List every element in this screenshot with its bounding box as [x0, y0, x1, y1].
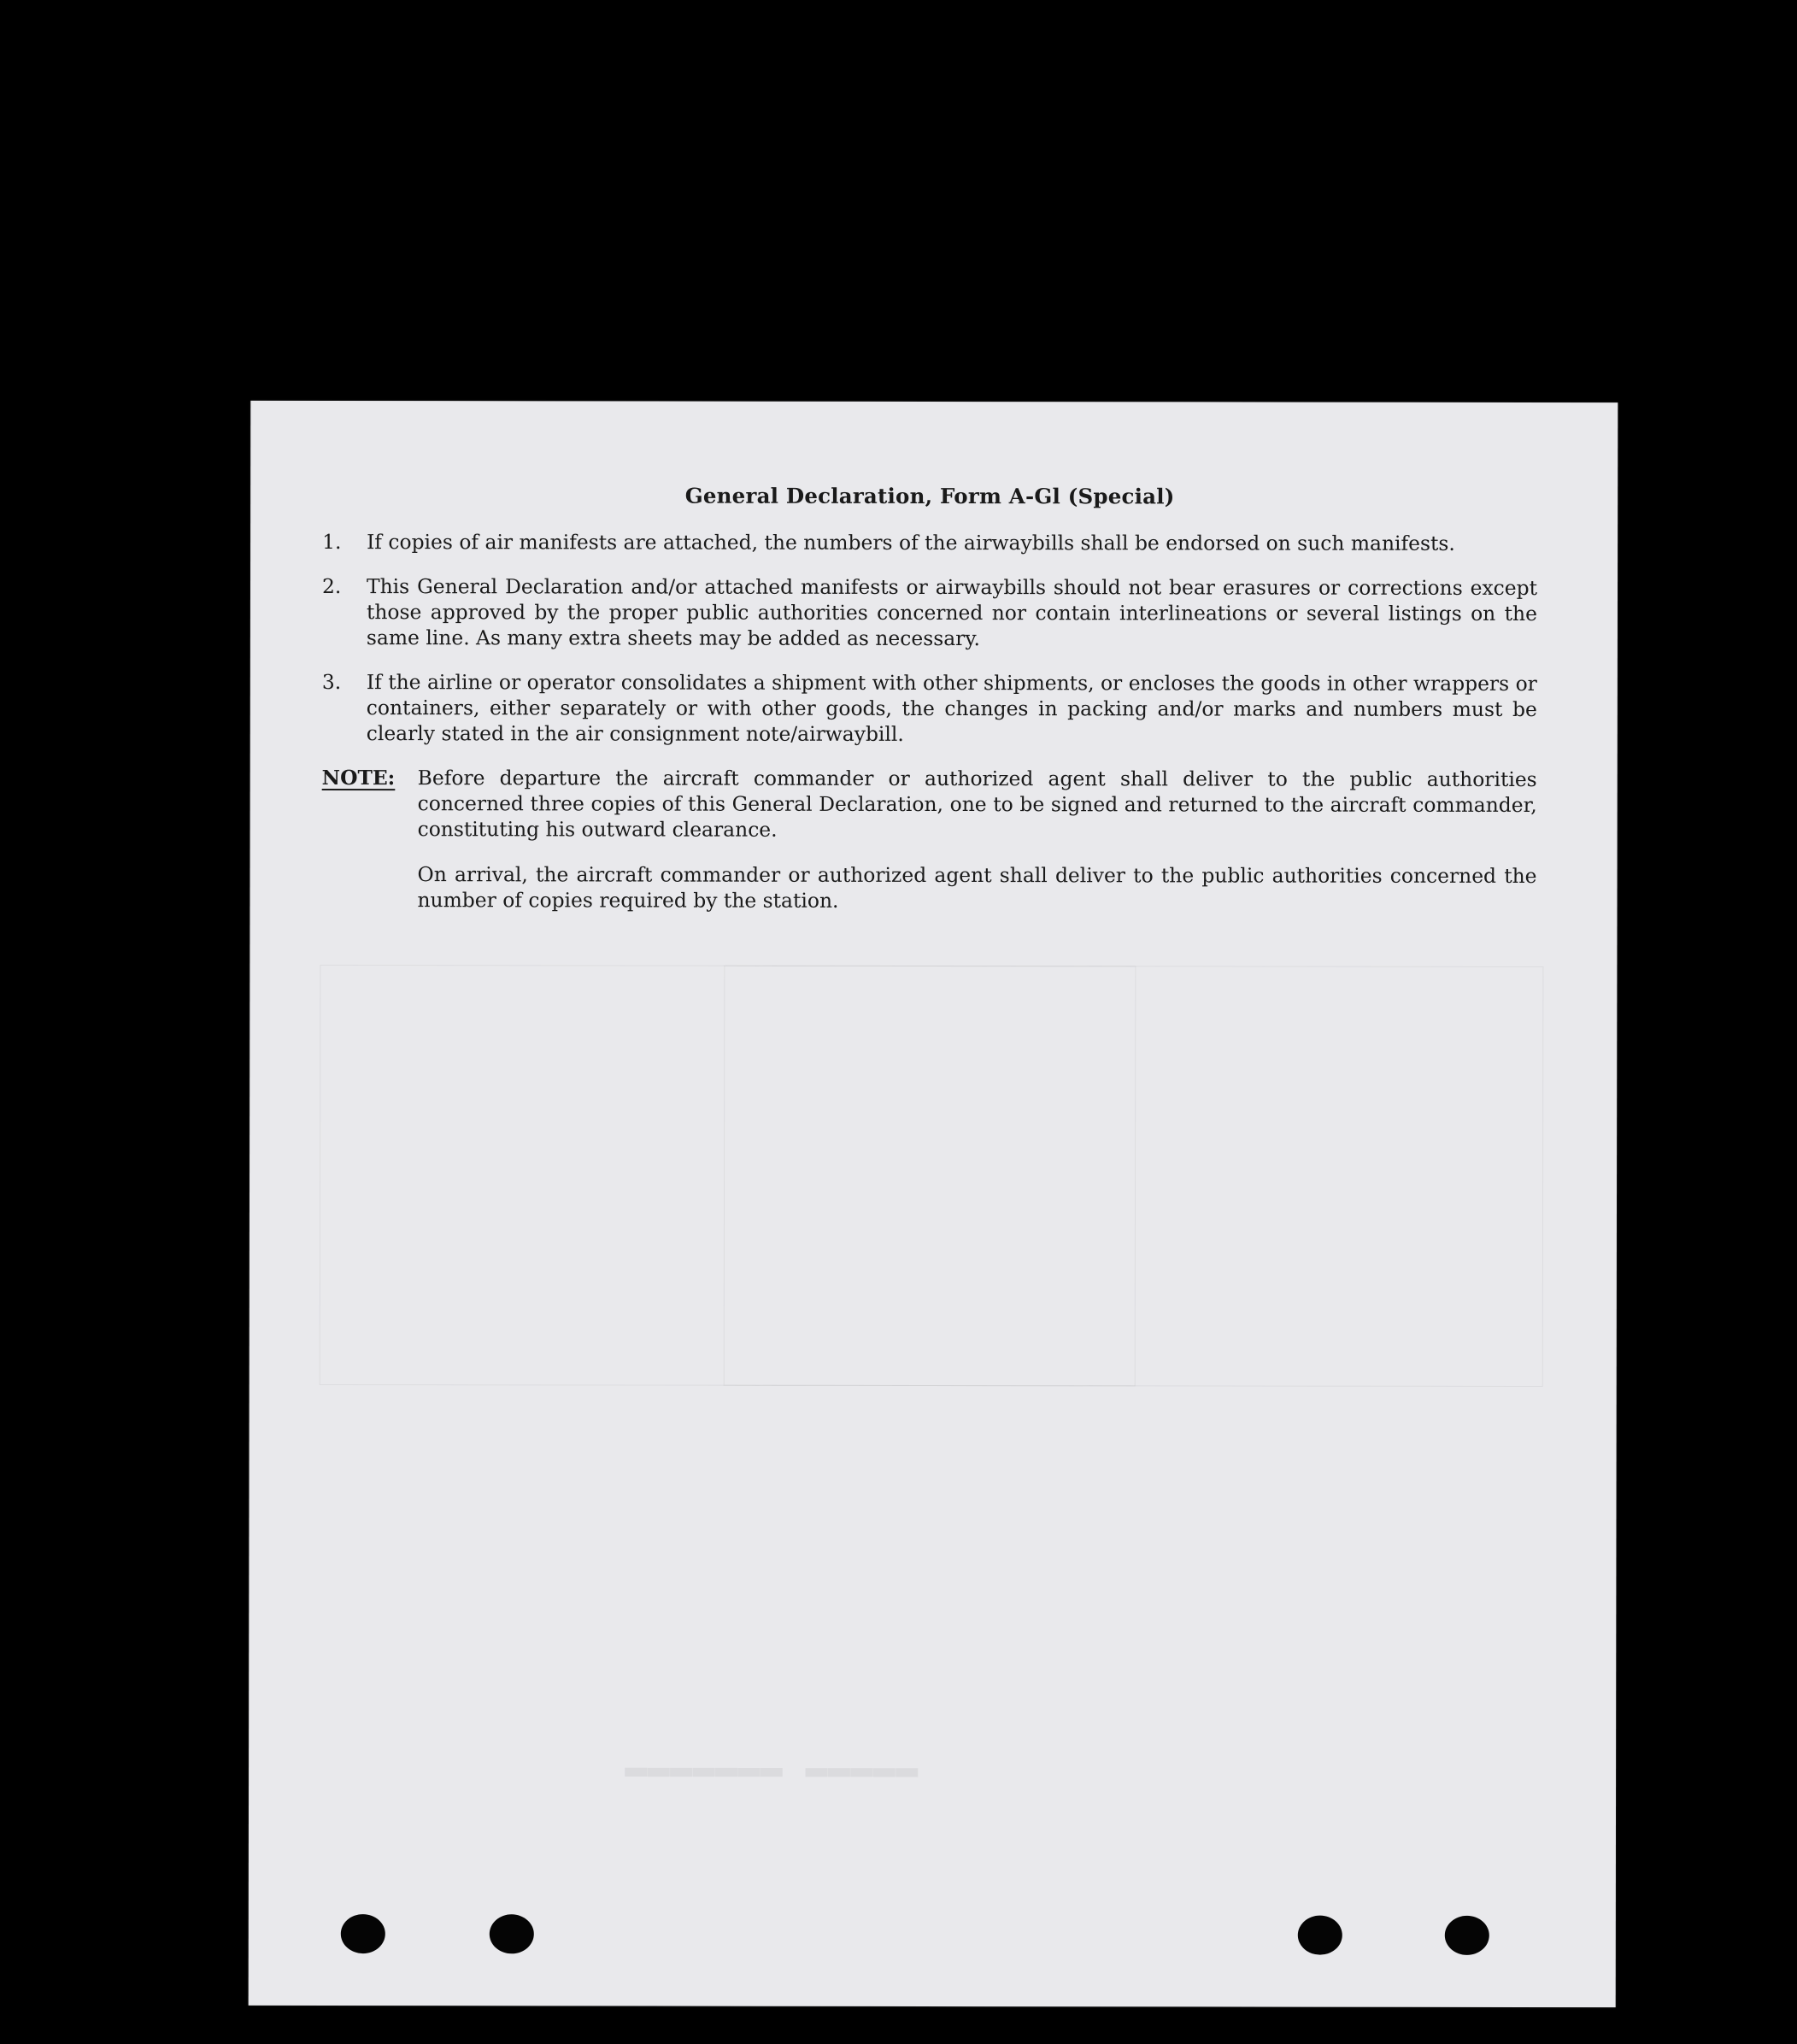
item-text: If the airline or operator consolidates a shipment with other shipments, or encloses the goods in other wrappers or containers, either separately or with other goods, the changes in packing and/or marks and numbers must be clearly stated in the air consignment note/airwaybill.: [366, 670, 1537, 746]
bleed-through-column: [724, 966, 1136, 1387]
note-section: [321, 765, 1536, 934]
note-paragraph-arrival: On arrival, the aircraft commander or authorized agent shall deliver to the public authorities concerned the number of copies required by the station.: [417, 862, 1537, 913]
item-number: 3.: [321, 670, 342, 695]
punch-hole: [1298, 1916, 1342, 1955]
note-body: [417, 765, 1536, 934]
punch-hole: [341, 1914, 385, 1953]
note-label: NOTE:: [321, 766, 396, 790]
instruction-item: [322, 529, 1537, 556]
item-text: If copies of air manifests are attached, the numbers of the airwaybills shall be endorsed on such manifests.: [367, 530, 1455, 555]
document-page: [249, 401, 1618, 2007]
declaration-instructions: [321, 483, 1537, 934]
note-paragraph-departure: Before departure the aircraft commander or authorized agent shall deliver to the public authorities concerned three copies of this General Declaration, one to be signed and returned to the aircraft commander, constituting his outward clearance.: [417, 766, 1537, 842]
punch-hole: [1445, 1916, 1489, 1955]
item-number: 1.: [322, 530, 342, 555]
item-number: 2.: [321, 574, 342, 599]
item-text: This General Declaration and/or attached manifests or airwaybills should not bear erasures or corrections except those approved by the proper public authorities concerned nor contain interlineations or several listings on the same line. As many extra sheets may be added as necessary.: [366, 574, 1538, 651]
form-title: General Declaration, Form A-Gl (Special): [684, 483, 1175, 509]
instruction-item: [322, 573, 1537, 652]
punch-hole: [490, 1914, 534, 1953]
instruction-item: [322, 669, 1537, 748]
bleed-through-heading: ▬▬▬▬▬ ▬▬▬▬▬▬▬: [625, 1747, 919, 1790]
